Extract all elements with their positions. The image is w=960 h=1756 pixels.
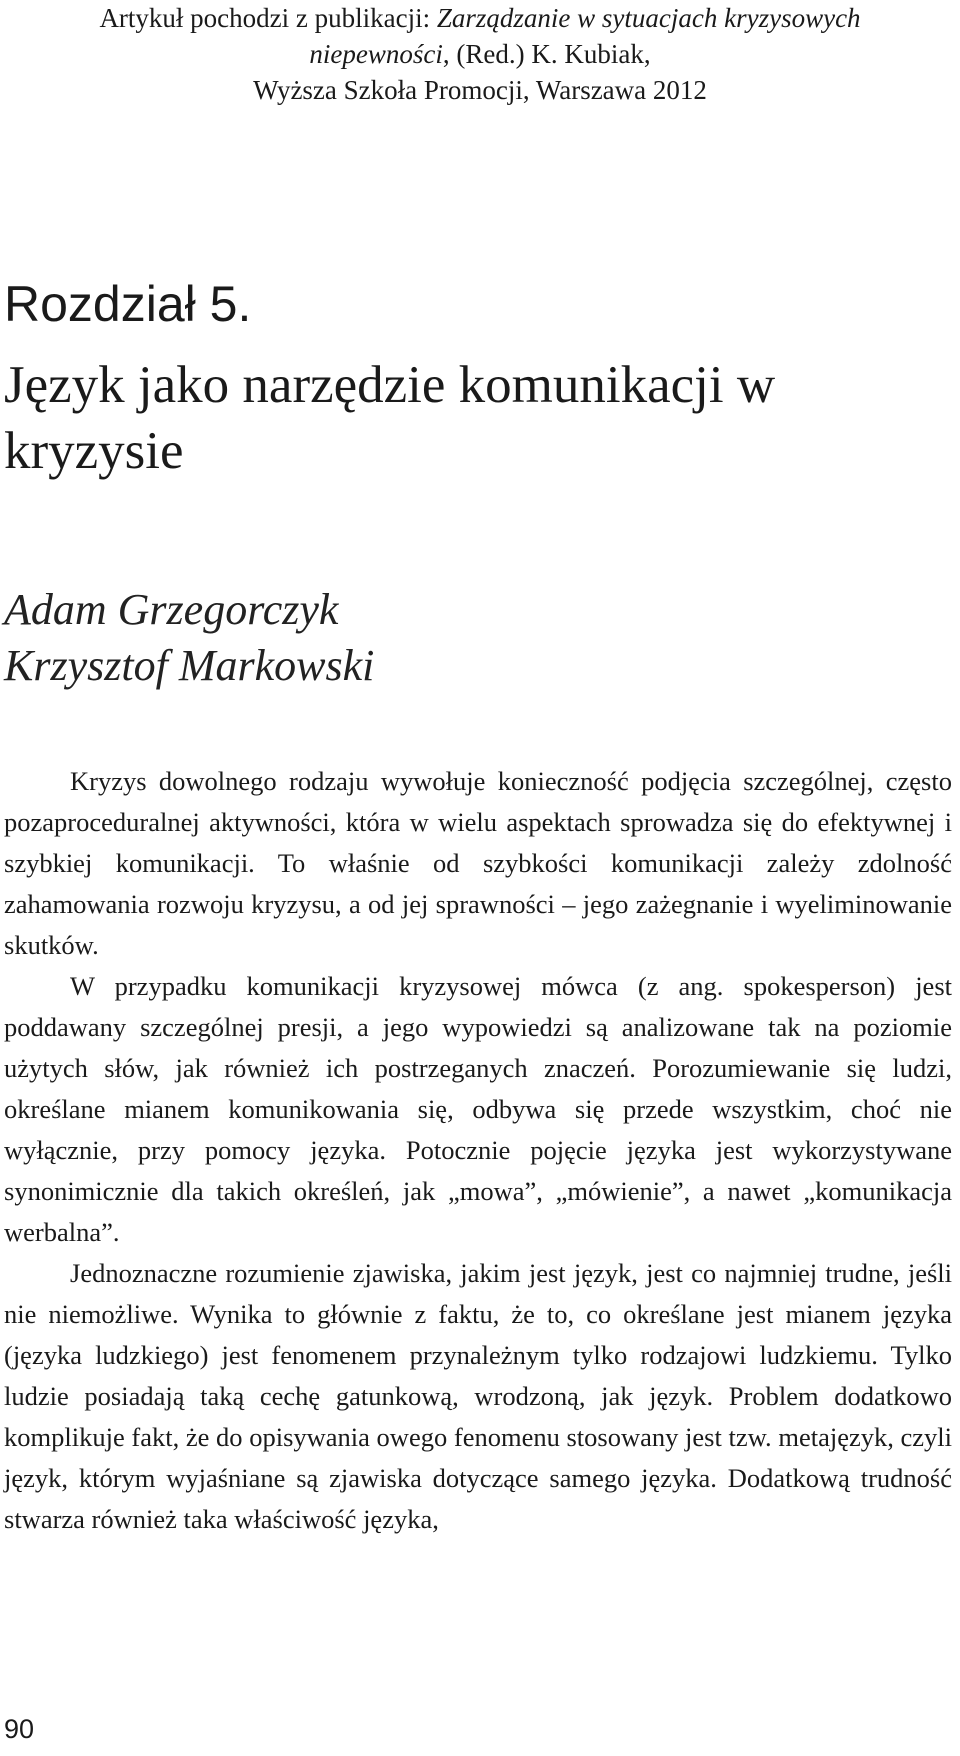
- chapter-title: Język jako narzędzie komunikacji w kryzysie: [4, 356, 776, 480]
- body-text: [4, 761, 952, 1540]
- source-book-title-part2: niepewności: [309, 39, 443, 69]
- authors-block: [4, 582, 374, 694]
- source-editor: , (Red.) K. Kubiak,: [442, 39, 651, 69]
- paragraph: W przypadku komunikacji kryzysowej mówca (z ang. spokesperson) jest poddawany szczególnej presji, a jego wypowiedzi są analizowane tak na poziomie użytych słów, jak również ich postrzeganych znaczeń. Porozumiewanie się ludzi, określane mianem komunikowania się, odbywa się przede wszystkim, choć nie wyłącznie, przy pomocy języka. Potocznie pojęcie języka jest wykorzystywane synonimicznie dla takich określeń, jak „mowa”, „mówienie”, a nawet „komunikacja werbalna”.: [4, 971, 952, 1247]
- chapter-label: Rozdział 5.: [4, 276, 252, 332]
- source-line-2: [0, 36, 960, 72]
- paragraph: Jednoznaczne rozumienie zjawiska, jakim jest język, jest co najmniej trudne, jeśli nie niemożliwe. Wynika to głównie z faktu, że to, co określane jest mianem języka (języka ludzkiego) jest fenomenem przynależnym tylko rodzajowi ludzkiemu. Tylko ludzie posiadają taką cechę gatunkową, wrodzoną, jak język. Problem dodatkowo komplikuje fakt, że do opisywania owego fenomenu stosowany jest tzw. metajęzyk, czyli język, którym wyjaśniane są zjawiska dotyczące samego języka. Dodatkową trudność stwarza również taka właściwość języka,: [4, 1258, 952, 1534]
- publication-source-note: [0, 0, 960, 108]
- source-prefix: Artykuł pochodzi z publikacji:: [99, 3, 437, 33]
- author-name: Krzysztof Markowski: [4, 641, 375, 690]
- source-line-1: [0, 0, 960, 36]
- source-book-title-part1: Zarządzanie w sytuacjach kryzysowych: [436, 3, 861, 33]
- author-name: Adam Grzegorczyk: [4, 585, 339, 634]
- source-line-3: Wyższa Szkoła Promocji, Warszawa 2012: [253, 75, 707, 105]
- page-number: 90: [4, 1714, 35, 1744]
- paragraph: Kryzys dowolnego rodzaju wywołuje konieczność podjęcia szczególnej, często pozaproceduralnej aktywności, która w wielu aspektach sprowadza się do efektywnej i szybkiej komunikacji. To właśnie od szybkości komunikacji zależy zdolność zahamowania rozwoju kryzysu, a od jej sprawności – jego zażegnanie i wyeliminowanie skutków.: [4, 766, 952, 960]
